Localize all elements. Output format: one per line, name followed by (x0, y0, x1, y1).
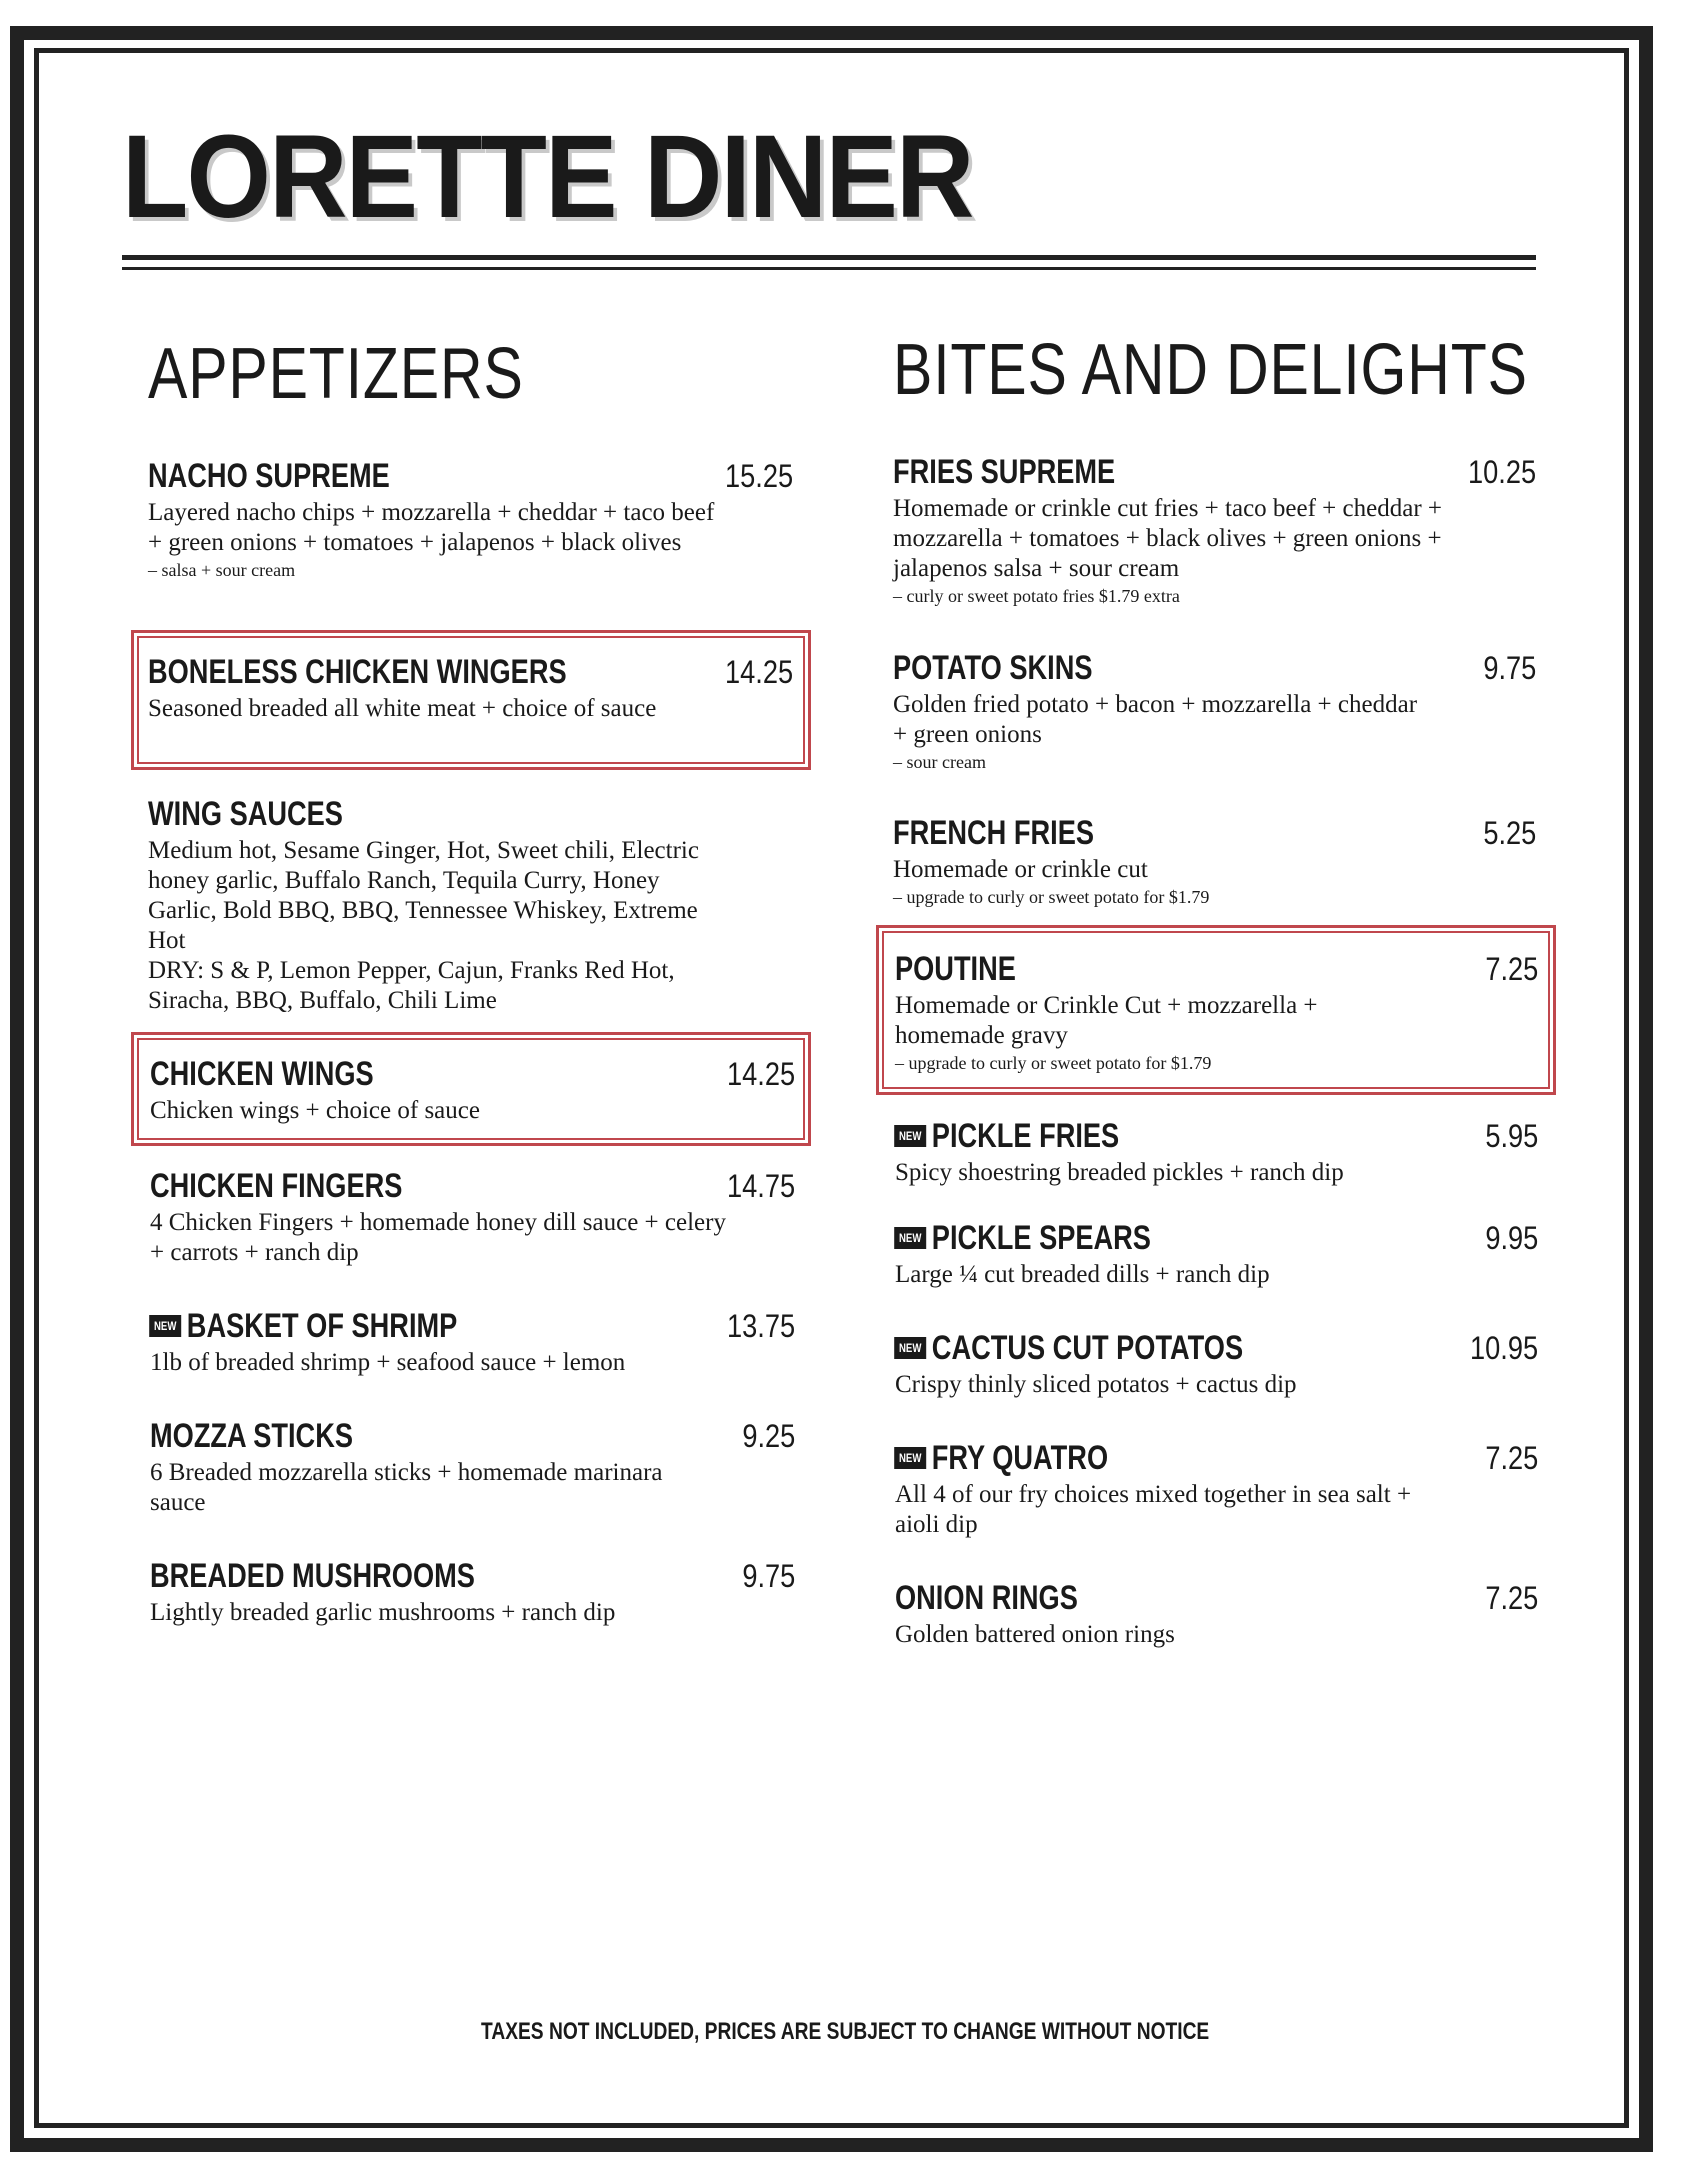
item-price: 5.25 (1483, 815, 1536, 851)
item-description: Chicken wings + choice of sauce (150, 1097, 480, 1124)
item-price: 5.95 (1485, 1118, 1538, 1154)
item-description: All 4 of our fry choices mixed together in sea salt + aioli dip (895, 1481, 1412, 1538)
item-description: Spicy shoestring breaded pickles + ranch dip (895, 1159, 1344, 1186)
menu-item-poutine (895, 949, 1538, 1075)
new-badge: NEW (150, 1316, 180, 1336)
item-price: 7.25 (1485, 951, 1538, 987)
item-note: – curly or sweet potato fries $1.79 extra (893, 586, 1180, 606)
item-price: 9.95 (1485, 1220, 1538, 1256)
title-divider-thin (122, 267, 1536, 270)
item-name-text: FRY QUATRO (931, 1439, 1109, 1477)
menu-item-chicken-fingers (150, 1166, 795, 1268)
menu-item-boneless-chicken-wingers (148, 652, 793, 724)
item-name: MOZZA STICKS (150, 1417, 353, 1455)
item-price: 14.25 (724, 654, 793, 690)
item-price: 7.25 (1485, 1440, 1538, 1476)
item-price: 13.75 (726, 1308, 795, 1344)
item-note: – salsa + sour cream (148, 560, 296, 580)
item-name (895, 1438, 1409, 1478)
item-price: 14.25 (726, 1056, 795, 1092)
menu-item-mozza-sticks (150, 1416, 795, 1518)
item-price: 9.75 (1483, 650, 1536, 686)
menu-item-onion-rings (895, 1578, 1538, 1650)
item-name (895, 1218, 1409, 1258)
menu-item-pickle-fries (895, 1116, 1538, 1188)
new-badge: NEW (895, 1126, 925, 1146)
item-name: CHICKEN FINGERS (150, 1167, 403, 1205)
item-name: BREADED MUSHROOMS (150, 1557, 475, 1595)
item-name: CHICKEN WINGS (150, 1055, 374, 1093)
menu-item-fry-quatro (895, 1438, 1538, 1540)
item-price: 14.75 (726, 1168, 795, 1204)
item-name-text: PICKLE SPEARS (931, 1219, 1151, 1257)
item-name: NACHO SUPREME (148, 457, 390, 495)
item-description: Golden fried potato + bacon + mozzarella + cheddar + green onions (893, 691, 1418, 748)
item-description: 1lb of breaded shrimp + seafood sauce + lemon (150, 1349, 626, 1376)
menu-item-breaded-mushrooms (150, 1556, 795, 1628)
restaurant-name: LORETTE DINER (122, 111, 973, 243)
menu-item-french-fries (893, 813, 1536, 909)
item-name-text: CACTUS CUT POTATOS (931, 1329, 1244, 1367)
item-description: Golden battered onion rings (895, 1621, 1175, 1648)
item-name: FRENCH FRIES (893, 814, 1094, 852)
footer-notice (0, 2018, 1690, 2046)
item-name: WING SAUCES (148, 795, 343, 833)
item-name: POUTINE (895, 950, 1016, 988)
item-description: Medium hot, Sesame Ginger, Hot, Sweet chili, Electric honey garlic, Buffalo Ranch, Tequila Curry, Honey Garlic, Bold BBQ, BBQ, Tennessee Whiskey, Extreme Hot (148, 837, 699, 954)
menu-item-chicken-wings (150, 1054, 795, 1126)
menu-item-basket-of-shrimp (150, 1306, 795, 1378)
new-badge: NEW (895, 1448, 925, 1468)
item-note: – upgrade to curly or sweet potato for $1.79 (893, 887, 1210, 907)
item-description: Large ¼ cut breaded dills + ranch dip (895, 1261, 1270, 1288)
item-name: ONION RINGS (895, 1579, 1078, 1617)
menu-item-potato-skins (893, 648, 1536, 774)
item-description: 6 Breaded mozzarella sticks + homemade marinara sauce (150, 1459, 663, 1516)
item-price: 7.25 (1485, 1580, 1538, 1616)
item-name-text: BASKET OF SHRIMP (186, 1307, 458, 1345)
item-description-dry: DRY: S & P, Lemon Pepper, Cajun, Franks Red Hot, Siracha, BBQ, Buffalo, Chili Lime (148, 957, 675, 1014)
item-name (895, 1116, 1409, 1156)
item-name-text: PICKLE FRIES (931, 1117, 1120, 1155)
new-badge: NEW (895, 1228, 925, 1248)
item-price: 10.25 (1467, 454, 1536, 490)
item-price: 15.25 (724, 458, 793, 494)
footer-notice-text: TAXES NOT INCLUDED, PRICES ARE SUBJECT TO CHANGE WITHOUT NOTICE (480, 2018, 1210, 2045)
menu-item-fries-supreme (893, 452, 1536, 608)
new-badge: NEW (895, 1338, 925, 1358)
title-divider (122, 255, 1536, 260)
item-description: Crispy thinly sliced potatos + cactus dip (895, 1371, 1297, 1398)
item-name: BONELESS CHICKEN WINGERS (148, 653, 567, 691)
item-description: Seasoned breaded all white meat + choice of sauce (148, 695, 657, 722)
menu-item-cactus-cut-potatos (895, 1328, 1538, 1400)
item-description: Homemade or Crinkle Cut + mozzarella + homemade gravy (895, 992, 1318, 1049)
menu-item-nacho-supreme (148, 456, 793, 582)
item-description: Lightly breaded garlic mushrooms + ranch dip (150, 1599, 616, 1626)
section-title-appetizers: APPETIZERS (148, 334, 524, 414)
item-name (150, 1306, 666, 1346)
item-price: 9.25 (742, 1418, 795, 1454)
item-description: Homemade or crinkle cut fries + taco beef + cheddar + mozzarella + tomatoes + black olives + green onions + jalapenos salsa + sour cream (893, 495, 1442, 582)
item-description: 4 Chicken Fingers + homemade honey dill sauce + celery + carrots + ranch dip (150, 1209, 726, 1266)
menu-item-pickle-spears (895, 1218, 1538, 1290)
item-description: Layered nacho chips + mozzarella + cheddar + taco beef + green onions + tomatoes + jalapenos + black olives (148, 499, 715, 556)
item-note: – sour cream (893, 752, 986, 772)
item-price: 9.75 (742, 1558, 795, 1594)
menu-item-wing-sauces (148, 794, 793, 1016)
item-description: Homemade or crinkle cut (893, 856, 1148, 883)
item-price: 10.95 (1469, 1330, 1538, 1366)
item-name: POTATO SKINS (893, 649, 1093, 687)
item-name (895, 1328, 1409, 1368)
item-note: – upgrade to curly or sweet potato for $1.79 (895, 1053, 1212, 1073)
item-name: FRIES SUPREME (893, 453, 1116, 491)
section-title-bites-and-delights: BITES AND DELIGHTS (893, 330, 1528, 410)
